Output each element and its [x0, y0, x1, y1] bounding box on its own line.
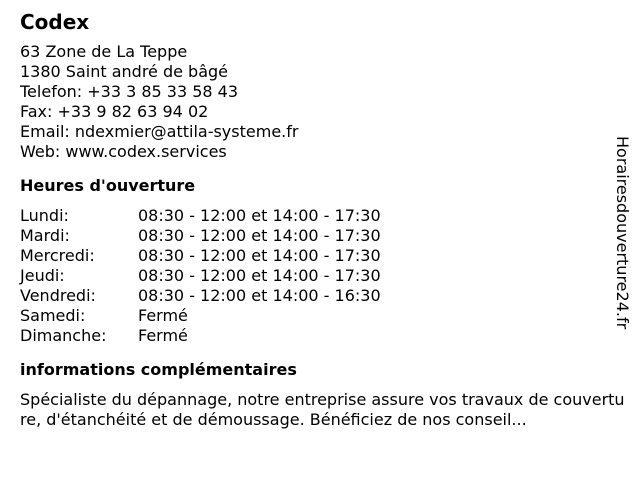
hours-row-wednesday — [20, 246, 630, 266]
day-label: Jeudi: — [20, 266, 65, 285]
hours-row-tuesday — [20, 226, 630, 246]
hours-row-friday — [20, 286, 630, 306]
hours-row-sunday — [20, 326, 630, 346]
hours-row-thursday — [20, 266, 630, 286]
phone-line: Telefon: +33 3 85 33 58 43 — [20, 82, 239, 101]
day-label: Samedi: — [20, 306, 86, 325]
day-hours: 08:30 - 12:00 et 14:00 - 17:30 — [138, 206, 381, 225]
day-hours: Fermé — [138, 306, 188, 325]
day-label: Mardi: — [20, 226, 70, 245]
day-hours: 08:30 - 12:00 et 14:00 - 16:30 — [138, 286, 381, 305]
email-line: Email: ndexmier@attila-systeme.fr — [20, 122, 299, 141]
address-line-2: 1380 Saint andré de bâgé — [20, 62, 229, 81]
day-hours: 08:30 - 12:00 et 14:00 - 17:30 — [138, 246, 381, 265]
hours-row-monday — [20, 206, 630, 226]
address-line-1: 63 Zone de La Teppe — [20, 42, 188, 61]
site-watermark: Horairesdouverture24.fr — [613, 136, 632, 330]
day-label: Mercredi: — [20, 246, 95, 265]
day-label: Vendredi: — [20, 286, 96, 305]
opening-hours-heading: Heures d'ouverture — [20, 176, 196, 195]
day-hours: Fermé — [138, 326, 188, 345]
business-card — [20, 10, 630, 430]
fax-line: Fax: +33 9 82 63 94 02 — [20, 102, 209, 121]
day-hours: 08:30 - 12:00 et 14:00 - 17:30 — [138, 226, 381, 245]
business-name: Codex — [20, 10, 90, 34]
web-line: Web: www.codex.services — [20, 142, 227, 161]
additional-info-heading: informations complémentaires — [20, 360, 297, 379]
day-hours: 08:30 - 12:00 et 14:00 - 17:30 — [138, 266, 381, 285]
hours-row-saturday — [20, 306, 630, 326]
day-label: Lundi: — [20, 206, 69, 225]
opening-hours-list — [20, 206, 630, 346]
additional-info-text: Spécialiste du dépannage, notre entreprise assure vos travaux de couverture, d'étanchéité et de démoussage. Bénéficiez de nos conseil... — [20, 390, 625, 429]
day-label: Dimanche: — [20, 326, 107, 345]
